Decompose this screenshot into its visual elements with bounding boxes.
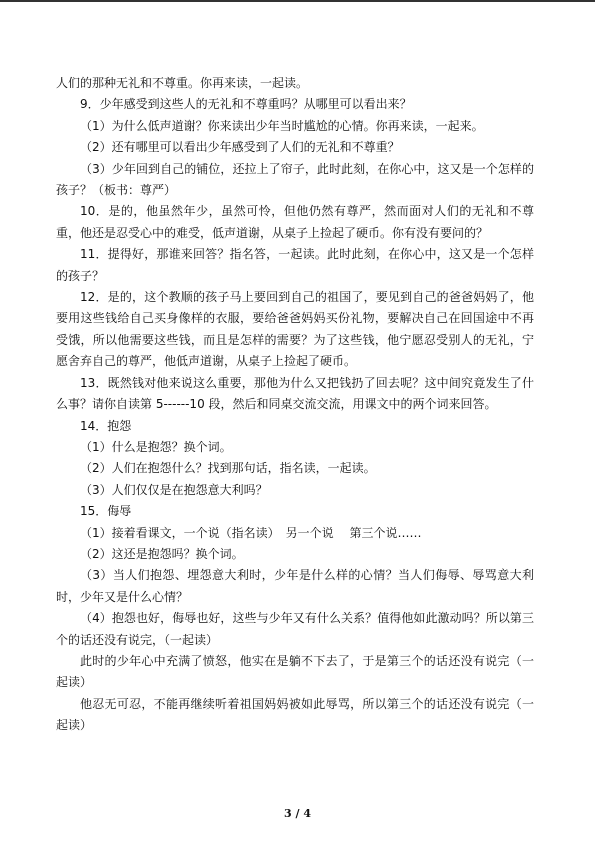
- paragraph: 10．是的，他虽然年少，虽然可怜，但他仍然有尊严，然而面对人们的无礼和不尊重，他还是忍受心中的难受，低声道谢，从桌子上捡起了硬币。你有没有要问的？: [56, 204, 534, 240]
- paragraph: 12．是的，这个教顺的孩子马上要回到自己的祖国了，要见到自己的爸爸妈妈了，他要用这些钱给自己买身像样的衣服，要给爸爸妈妈买份礼物，要解决自己在回国途中不再受饿，所以他需要这些钱，而且是怎样的需要？为了这些钱，他宁愿忍受别人的无礼，宁愿舍弃自己的尊严，他低声道谢，从桌子上捡起了硬币。: [56, 290, 534, 369]
- paragraph: 15．侮辱: [80, 504, 132, 519]
- paragraph: （3）人们仅仅是在抱怨意大利吗？: [80, 482, 268, 497]
- paragraph: （4）抱怨也好，侮辱也好，这些与少年又有什么关系？值得他如此激动吗？所以第三个的话还没有说完，（一起读）: [56, 611, 534, 647]
- page-number: 3 / 4: [284, 807, 311, 820]
- paragraph: 14．抱怨: [80, 418, 132, 433]
- paragraph: 此时的少年心中充满了愤怒，他实在是躺不下去了，于是第三个的话还没有说完（一起读）: [56, 653, 534, 690]
- paragraph: （2）这还是抱怨吗？换个词。: [80, 546, 244, 561]
- paragraph: 9．少年感受到这些人的无礼和不尊重吗？从哪里可以看出来？: [80, 97, 412, 112]
- paragraph: （1）接着看课文，一个说（指名读） 另一个说 第三个说……: [80, 525, 422, 540]
- paragraph: （2）人们在抱怨什么？找到那句话，指名读，一起读。: [80, 461, 376, 476]
- paragraph: （1）为什么低声道谢？你来读出少年当时尴尬的心情。你再来读，一起来。: [80, 118, 484, 133]
- paragraph: 他忍无可忍，不能再继续听着祖国妈妈被如此辱骂，所以第三个的话还没有说完（一起读）: [56, 696, 534, 733]
- paragraph: （1）什么是抱怨？换个词。: [80, 439, 232, 454]
- paragraph: 13．既然钱对他来说这么重要，那他为什么又把钱扔了回去呢？这中间究竟发生了什么事？请你自读第 5------10 段，然后和同桌交流交流，用课文中的两个词来回答。: [56, 375, 534, 412]
- paragraph: （3）当人们抱怨、埋怨意大利时，少年是什么样的心情？当人们侮辱、辱骂意大利时，少年又是什么心情？: [56, 568, 534, 604]
- document-body: [56, 73, 534, 737]
- paragraph: 11．提得好，那谁来回答？指名答，一起读。此时此刻，在你心中，这又是一个怎样的孩子？: [56, 247, 534, 283]
- paragraph: （2）还有哪里可以看出少年感受到了人们的无礼和不尊重？: [80, 140, 400, 155]
- paragraph: （3）少年回到自己的铺位，还拉上了帘子，此时此刻，在你心中，这又是一个怎样的孩子？（板书：尊严）: [56, 161, 534, 198]
- paragraph: 人们的那种无礼和不尊重。你再来读，一起读。: [56, 76, 309, 90]
- header-rule: [0, 0, 595, 2]
